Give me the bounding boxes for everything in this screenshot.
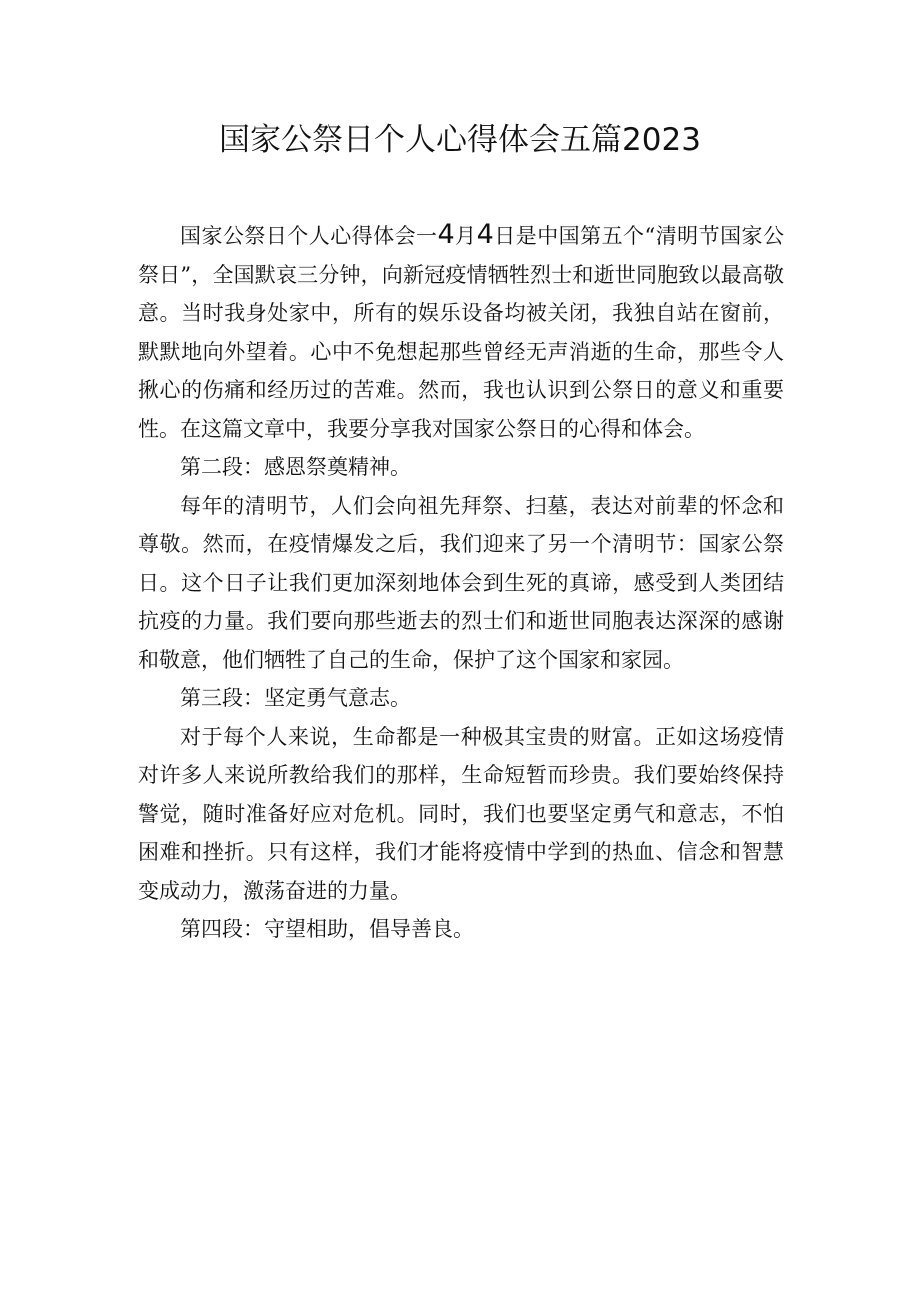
intro-month-number: 4	[437, 219, 455, 250]
section-heading-4: 第四段：守望相助，倡导善良。	[180, 917, 474, 941]
document-title: 国家公祭日个人心得体会五篇2023	[219, 122, 701, 158]
section-paragraph-2: 每年的清明节，人们会向祖先拜祭、扫墓，表达对前辈的怀念和尊敬。然而，在疫情爆发之后，我们迎来了另一个清明节：国家公祭日。这个日子让我们更加深刻地体会到生死的真谛，感受到人类团结抗疫的力量。我们要向那些逝去的烈士们和逝世同胞表达深深的感谢和敬意，他们牺牲了自己的生命，保护了这个国家和家园。	[138, 493, 784, 672]
intro-text-3: 日是中国第五个“清明节国家公祭日”，全国默哀三分钟，向新冠疫情牺牲烈士和逝世同胞致以最高敬意。当时我身处家中，所有的娱乐设备均被关闭，我独自站在窗前，默默地向外望着。心中不免想起那些曾经无声消逝的生命，那些令人揪心的伤痛和经历过的苦难。然而，我也认识到公祭日的意义和重要性。在这篇文章中，我要分享我对国家公祭日的心得和体会。	[138, 224, 785, 441]
section-paragraph-3: 对于每个人来说，生命都是一种极其宝贵的财富。正如这场疫情对许多人来说所教给我们的那样，生命短暂而珍贵。我们要始终保持警觉，随时准备好应对危机。同时，我们也要坚定勇气和意志，不怕困难和挫折。只有这样，我们才能将疫情中学到的热血、信念和智慧变成动力，激荡奋进的力量。	[138, 724, 784, 903]
intro-day-number: 4	[476, 219, 494, 250]
section-heading-3: 第三段：坚定勇气意志。	[180, 686, 411, 710]
intro-paragraph	[138, 216, 784, 448]
document-body	[138, 216, 784, 949]
section-heading-2: 第二段：感恩祭奠精神。	[180, 455, 411, 479]
intro-text-2: 月	[454, 224, 477, 248]
intro-text-1: 国家公祭日个人心得体会一	[180, 224, 438, 248]
